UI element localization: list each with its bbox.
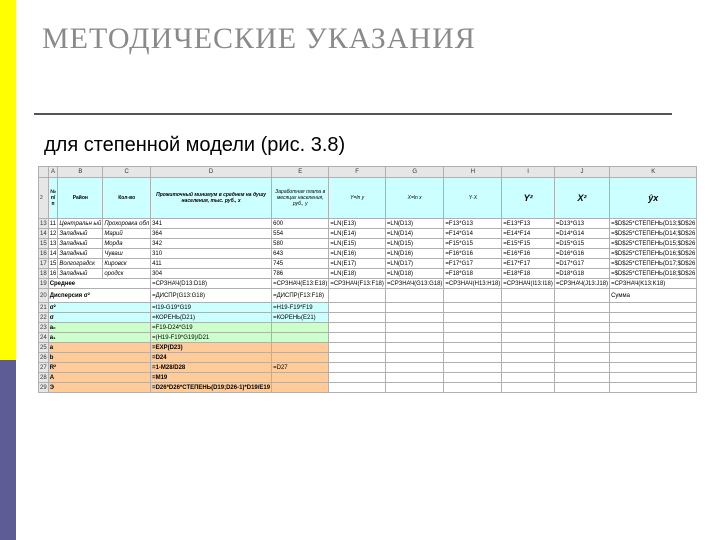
slide-subtitle: для степенной модели (рис. 3.8) bbox=[44, 134, 346, 156]
row-label: b bbox=[48, 353, 150, 363]
table-row bbox=[39, 303, 697, 313]
row-number: 17 bbox=[40, 260, 47, 267]
cell: =I19-G19*G19 bbox=[151, 303, 272, 313]
row-label: a₁ bbox=[48, 333, 150, 343]
cell: =LN(E14) bbox=[329, 229, 386, 239]
cell: =E16*F16 bbox=[502, 249, 555, 259]
cell: =LN(D16) bbox=[385, 249, 444, 259]
cell: 11 bbox=[49, 220, 56, 227]
cell: =СРЗНАЧ(K13:K18) bbox=[610, 279, 697, 289]
cell: =LN(E13) bbox=[329, 219, 386, 229]
cell: 341 bbox=[151, 219, 272, 229]
cell: Волгоградск bbox=[58, 259, 103, 269]
table-row bbox=[39, 383, 697, 393]
cell: =D26*D26*СТЕПЕНЬ(D19;D26-1)*D19/E19 bbox=[152, 384, 271, 391]
row-label: Дисперсия σ² bbox=[48, 289, 150, 303]
cell: Центральн ый bbox=[59, 220, 102, 227]
cell: =$D$25*СТЕПЕНЬ(D16;$D$26 bbox=[611, 250, 696, 257]
cell: =F14*G14 bbox=[444, 229, 502, 239]
cell: =LN(E15) bbox=[329, 239, 386, 249]
column-header: H bbox=[444, 167, 502, 178]
cell: =D17*G17 bbox=[554, 259, 609, 269]
cell: =$D$25*СТЕПЕНЬ(D18;$D$26 bbox=[611, 270, 696, 277]
cell: 580 bbox=[272, 239, 329, 249]
cell: =(H19-F19*G19)/D21 bbox=[151, 333, 272, 343]
table-row bbox=[39, 229, 697, 239]
cell: =LN(D14) bbox=[385, 229, 444, 239]
cell: =$D$25*СТЕПЕНЬ(D17;$D$26 bbox=[611, 260, 696, 267]
row-number: 23 bbox=[40, 324, 47, 331]
cell: =E17*F17 bbox=[502, 259, 555, 269]
row-number: 27 bbox=[40, 364, 47, 371]
cell: =E18*F18 bbox=[502, 269, 555, 279]
table-row bbox=[39, 239, 697, 249]
row-label: A bbox=[48, 373, 150, 383]
cell: =F13*G13 bbox=[444, 219, 502, 229]
cell: =E15*F15 bbox=[502, 239, 555, 249]
row-label: Э bbox=[48, 383, 150, 393]
cell: Западный bbox=[58, 229, 103, 239]
cell: =СРЗНАЧ(H13:H18) bbox=[445, 280, 501, 287]
cell: 554 bbox=[272, 229, 329, 239]
header-cell: Район bbox=[58, 178, 103, 219]
column-header: J bbox=[554, 167, 609, 178]
row-label: σ² bbox=[48, 303, 150, 313]
cell: =ДИСПР(F13:F18) bbox=[272, 289, 329, 303]
cell: =СРЗНАЧ(F13:F18) bbox=[330, 280, 384, 287]
column-header: I bbox=[502, 167, 555, 178]
cell: =E14*F14 bbox=[502, 229, 555, 239]
cell: 342 bbox=[151, 239, 272, 249]
cell: =LN(D18) bbox=[385, 269, 444, 279]
header-cell: Y·X bbox=[444, 178, 502, 219]
variance-row bbox=[39, 289, 697, 303]
cell: =E13*F13 bbox=[502, 219, 555, 229]
cell: =D14*G14 bbox=[554, 229, 609, 239]
cell bbox=[272, 333, 329, 343]
cell: 745 bbox=[272, 259, 329, 269]
cell: =LN(E16) bbox=[329, 249, 386, 259]
cell: =D18*G18 bbox=[554, 269, 609, 279]
table-row bbox=[39, 323, 697, 333]
cell: =F15*G15 bbox=[444, 239, 502, 249]
cell: =LN(D13) bbox=[385, 219, 444, 229]
row-number: 13 bbox=[40, 220, 47, 227]
cell: =EXP(D23) bbox=[151, 343, 272, 353]
cell bbox=[272, 343, 329, 353]
row-label: a bbox=[48, 343, 150, 353]
spreadsheet-screenshot bbox=[38, 166, 696, 416]
cell: =1-M28/D28 bbox=[151, 363, 272, 373]
table-row bbox=[39, 269, 697, 279]
cell: 12 bbox=[49, 230, 57, 237]
cell: 310 bbox=[151, 249, 272, 259]
row-number: 19 bbox=[40, 280, 47, 287]
column-header: D bbox=[151, 167, 272, 178]
table-row bbox=[39, 249, 697, 259]
cell: =LN(D15) bbox=[385, 239, 444, 249]
cell bbox=[272, 323, 329, 333]
cell: =СРЗНАЧ(E13:E18) bbox=[273, 280, 328, 287]
column-header: C bbox=[103, 167, 151, 178]
row-number: 25 bbox=[40, 344, 47, 351]
header-cell: X=ln x bbox=[385, 178, 444, 219]
row-label: σ bbox=[48, 313, 150, 323]
cell: =F16*G16 bbox=[444, 249, 502, 259]
header-cell: Кол-во bbox=[103, 178, 151, 219]
title-divider bbox=[34, 113, 672, 115]
row-number: 15 bbox=[40, 240, 47, 247]
column-header bbox=[39, 167, 49, 178]
cell: Западный bbox=[58, 249, 103, 259]
column-header: E bbox=[272, 167, 329, 178]
cell: 16 bbox=[49, 270, 57, 277]
row-number: 18 bbox=[40, 270, 47, 277]
cell: 364 bbox=[151, 229, 272, 239]
row-number: 29 bbox=[40, 384, 47, 391]
cell: 15 bbox=[49, 260, 57, 267]
cell: 13 bbox=[49, 240, 57, 247]
column-header: F bbox=[329, 167, 386, 178]
cell: =D24 bbox=[151, 353, 272, 363]
cell: Кировск bbox=[103, 259, 151, 269]
cell: =LN(E17) bbox=[329, 259, 386, 269]
cell: 14 bbox=[49, 250, 57, 257]
row-number: 26 bbox=[40, 354, 47, 361]
cell: =D16*G16 bbox=[554, 249, 609, 259]
row-label: Среднее bbox=[48, 279, 150, 289]
cell: =СРЗНАЧ(G13:G18) bbox=[386, 280, 443, 287]
cell: =D13*G13 bbox=[554, 219, 609, 229]
cell: =D27 bbox=[272, 363, 329, 373]
cell: Западный bbox=[58, 239, 103, 249]
left-accent-bar-slate bbox=[0, 360, 16, 540]
cell: Сумма bbox=[610, 289, 697, 303]
cell: =LN(D17) bbox=[385, 259, 444, 269]
cell: =КОРЕНЬ(E21) bbox=[272, 313, 329, 323]
table-header-row bbox=[39, 178, 697, 219]
cell: =$D$25*СТЕПЕНЬ(D14;$D$26 bbox=[611, 230, 696, 237]
row-label: a₀ bbox=[48, 323, 150, 333]
row-number: 22 bbox=[40, 314, 47, 321]
cell: =КОРЕНЬ(D21) bbox=[151, 313, 272, 323]
cell: Западный bbox=[58, 269, 103, 279]
cell: 786 bbox=[272, 269, 329, 279]
cell: =СРЗНАЧ(D13:D18) bbox=[151, 279, 272, 289]
cell: =$D$25*СТЕПЕНЬ(D15;$D$26 bbox=[611, 240, 696, 247]
cell: =F17*G17 bbox=[444, 259, 502, 269]
header-cell: Заработная плата в месяцах населения, руб., y bbox=[272, 178, 329, 219]
slide-title: МЕТОДИЧЕСКИЕ УКАЗАНИЯ bbox=[42, 22, 476, 55]
table-row bbox=[39, 313, 697, 323]
table-row bbox=[39, 343, 697, 353]
cell: 600 bbox=[272, 219, 329, 229]
cell: =ДИСПР(G13:G18) bbox=[151, 289, 272, 303]
mean-row bbox=[39, 279, 697, 289]
row-number: 28 bbox=[40, 374, 47, 381]
cell: =F18*G18 bbox=[444, 269, 502, 279]
cell bbox=[272, 373, 329, 383]
cell: Чуваш bbox=[103, 249, 151, 259]
cell: =F19-D24*G19 bbox=[151, 323, 272, 333]
row-number: 24 bbox=[40, 334, 47, 341]
row-number: 2 bbox=[39, 178, 49, 219]
row-number: 16 bbox=[40, 250, 47, 257]
header-cell: ŷx bbox=[610, 178, 697, 219]
table-row bbox=[39, 333, 697, 343]
row-number: 20 bbox=[39, 289, 49, 303]
left-accent-bar-yellow bbox=[0, 0, 16, 360]
column-header-row bbox=[39, 167, 697, 178]
table-row bbox=[39, 353, 697, 363]
column-header: G bbox=[385, 167, 444, 178]
cell: Морда bbox=[103, 239, 151, 249]
cell: =СРЗНАЧ(J13:J18) bbox=[555, 280, 609, 287]
row-number: 14 bbox=[40, 230, 47, 237]
header-cell: Прожиточный минимум в среднем на душу населения, тыс. руб., x bbox=[151, 178, 272, 219]
table-row bbox=[39, 219, 697, 229]
cell: 411 bbox=[151, 259, 272, 269]
table-row bbox=[39, 363, 697, 373]
header-cell: Y=ln y bbox=[329, 178, 386, 219]
table-row bbox=[39, 259, 697, 269]
cell: =D15*G15 bbox=[554, 239, 609, 249]
cell bbox=[272, 383, 329, 393]
cell: ородск bbox=[103, 269, 151, 279]
column-header: B bbox=[58, 167, 103, 178]
cell bbox=[272, 353, 329, 363]
column-header: K bbox=[610, 167, 697, 178]
cell: =M19 bbox=[151, 373, 272, 383]
header-cell: X² bbox=[554, 178, 609, 219]
table-row bbox=[39, 373, 697, 383]
header-cell: Y² bbox=[502, 178, 555, 219]
row-number: 21 bbox=[40, 304, 47, 311]
cell: Прохоровка обл bbox=[104, 220, 150, 227]
header-cell: № п/п bbox=[48, 178, 58, 219]
spreadsheet-grid bbox=[38, 166, 697, 393]
row-label: R² bbox=[48, 363, 150, 373]
cell: Марий bbox=[103, 229, 151, 239]
cell: =СРЗНАЧ(I13:I18) bbox=[503, 280, 553, 287]
cell: =$D$25*СТЕПЕНЬ(D13;$D$26 bbox=[611, 220, 696, 227]
cell: 304 bbox=[151, 269, 272, 279]
cell: =H19-F19*F19 bbox=[272, 303, 329, 313]
cell: 643 bbox=[272, 249, 329, 259]
column-header: A bbox=[48, 167, 58, 178]
cell: =LN(E18) bbox=[329, 269, 386, 279]
